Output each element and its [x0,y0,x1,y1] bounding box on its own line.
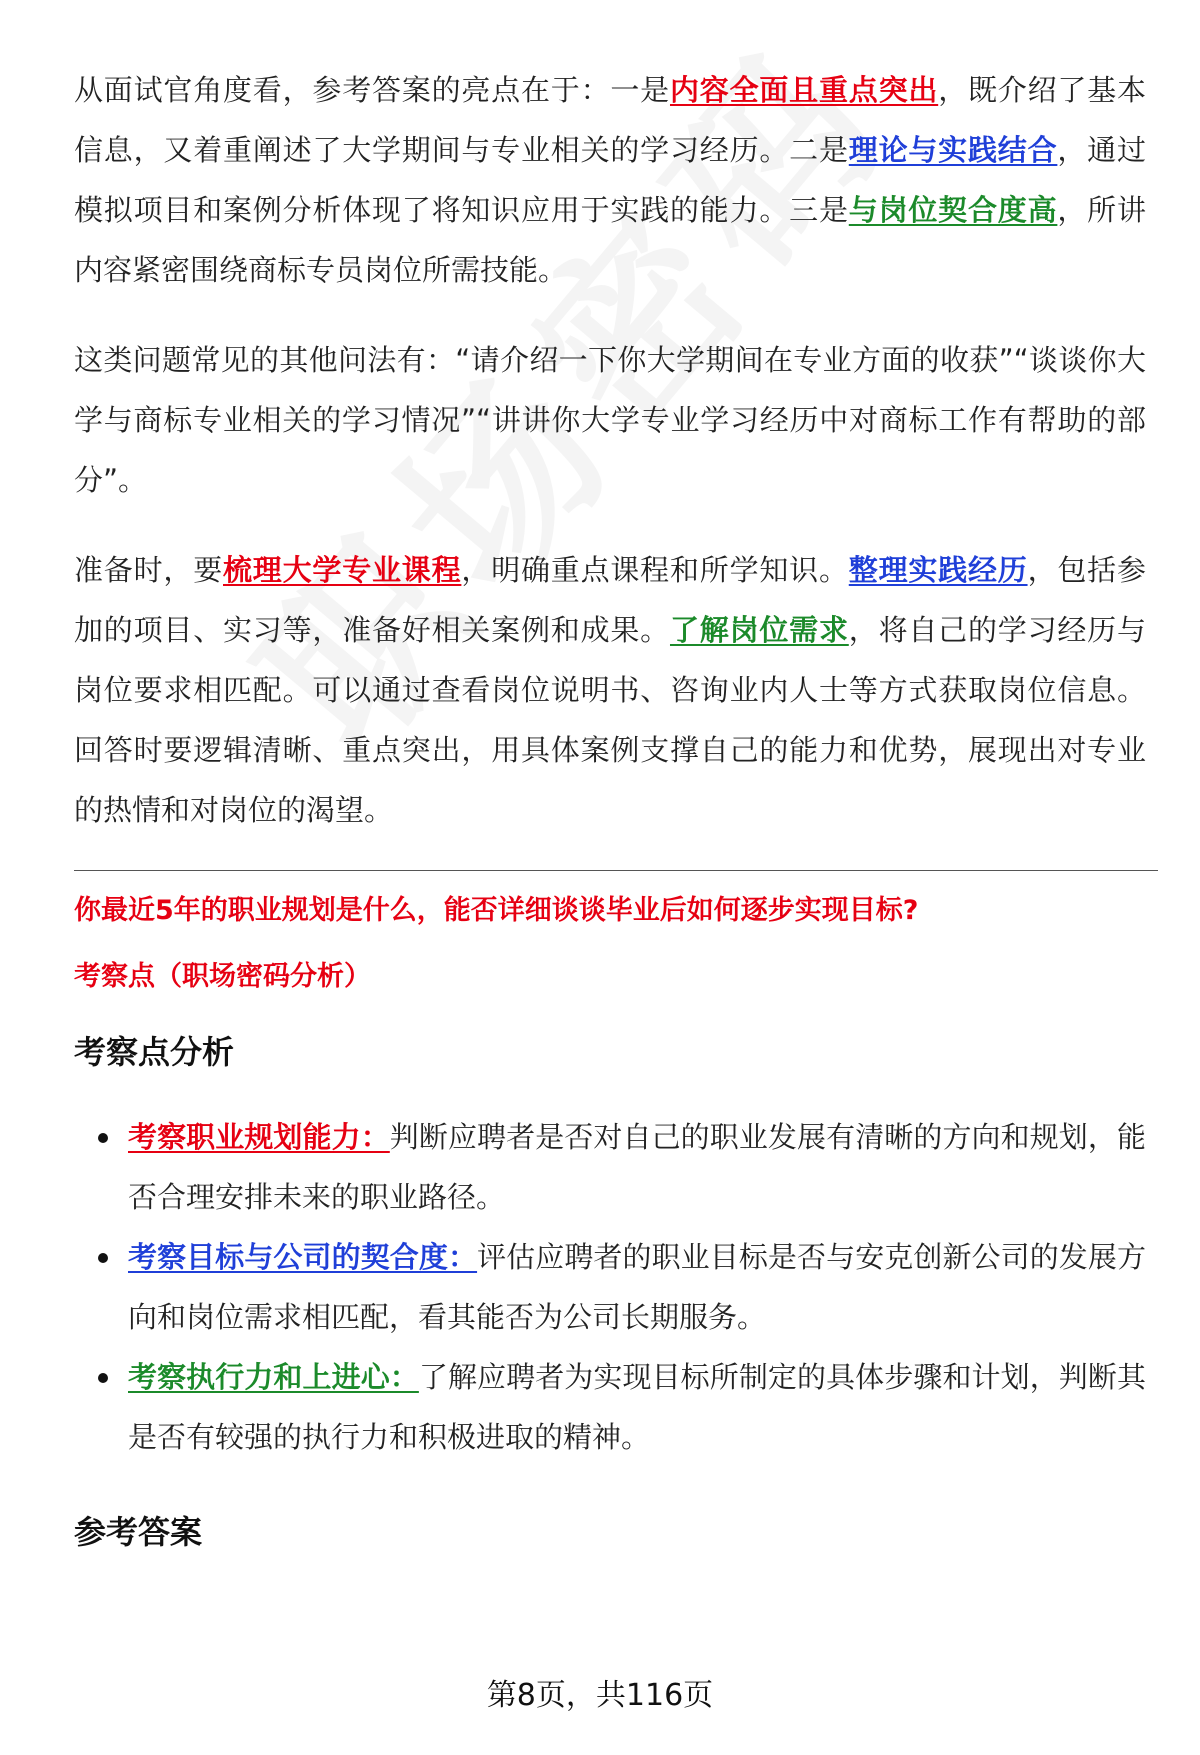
list-item [128,1347,1146,1467]
analysis-heading: 考察点分析 [74,1033,235,1071]
highlight-comprehensive: 内容全面且重点突出 [669,73,939,107]
text-run: ，将自己的学习经历与岗位要求相匹配。可以通过查看岗位说明书、咨询业内人士等方式获取岗位信息。回答时要逻辑清晰、重点突出，用具体案例支撑自己的能力和优势，展现出对专业的热情和对岗位的渴望。 [74,613,1146,827]
point-label: 考察执行力和上进心： [128,1360,419,1394]
point-label: 考察目标与公司的契合度： [128,1240,478,1274]
point-text: 了解应聘者为实现目标所制定的具体步骤和计划，判断其是否有较强的执行力和积极进取的精神。 [128,1360,1146,1454]
bullet-icon [98,1133,108,1143]
highlight-theory-practice: 理论与实践结合 [848,133,1058,167]
highlight-job-needs: 了解岗位需求 [669,613,849,647]
bullet-icon [98,1373,108,1383]
section-divider [74,870,1158,871]
page-number: 第8页，共116页 [486,1678,714,1713]
page-content [74,60,1146,1587]
paragraph-preparation [74,540,1146,840]
highlight-practice-experience: 整理实践经历 [848,553,1028,587]
point-text: 判断应聘者是否对自己的职业发展有清晰的方向和规划，能否合理安排未来的职业路径。 [128,1120,1146,1214]
point-label: 考察职业规划能力： [128,1120,390,1154]
list-item [128,1107,1146,1227]
interview-question: 你最近5年的职业规划是什么，能否详细谈谈毕业后如何逐步实现目标? [74,895,919,926]
text-run: ，所讲内容紧密围绕商标专员岗位所需技能。 [74,193,1146,287]
text-run: 从面试官角度看，参考答案的亮点在于：一是 [74,73,670,107]
text-run: ，包括参加的项目、实习等，准备好相关案例和成果。 [74,553,1146,647]
highlight-job-fit: 与岗位契合度高 [848,193,1058,227]
assessment-subhead: 考察点（职场密码分析） [74,961,371,992]
text-run: ，既介绍了基本信息，又着重阐述了大学期间与专业相关的学习经历。二是 [74,73,1146,167]
paragraph-alternative-questions: 这类问题常见的其他问法有：“请介绍一下你大学期间在专业方面的收获”“谈谈你大学与商标专业相关的学习情况”“讲讲你大学专业学习经历中对商标工作有帮助的部分”。 [74,343,1146,497]
text-run: ，通过模拟项目和案例分析体现了将知识应用于实践的能力。三是 [74,133,1146,227]
paragraph-highlights [74,60,1146,300]
text-run: ，明确重点课程和所学知识。 [461,553,849,587]
answer-heading: 参考答案 [74,1513,203,1551]
highlight-review-courses: 梳理大学专业课程 [223,553,462,587]
list-item [128,1227,1146,1347]
point-text: 评估应聘者的职业目标是否与安克创新公司的发展方向和岗位需求相匹配，看其能否为公司长期服务。 [128,1240,1146,1334]
assessment-points-list [74,1107,1146,1467]
text-run: 准备时，要 [74,553,223,587]
bullet-icon [98,1253,108,1263]
